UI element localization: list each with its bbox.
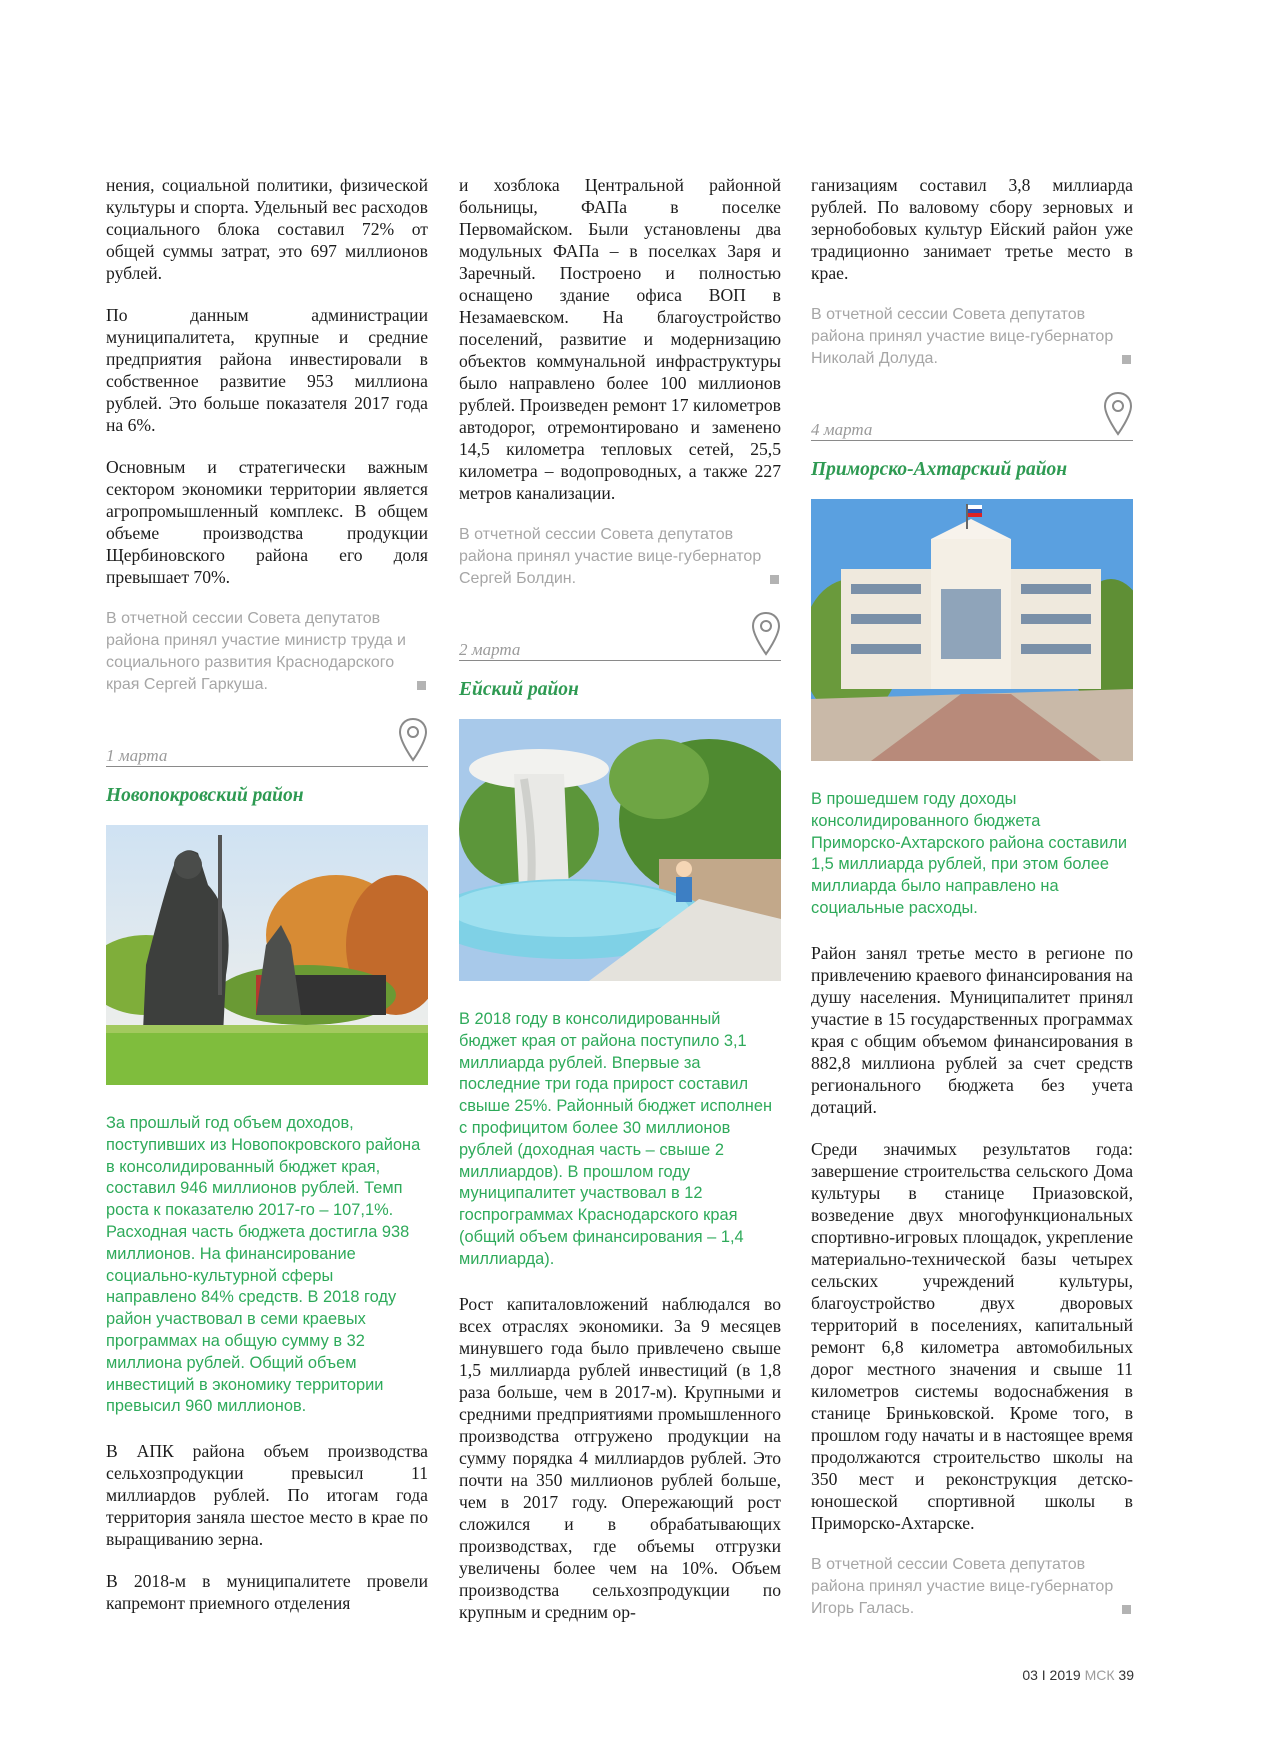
paragraph: ганизациям составил 3,8 миллиарда рублей. По валовому сбору зерновых и зернобобовых культур Ейский район уже традиционно занимает третье место в крае. [811,175,1133,283]
caption-text: В отчетной сессии Совета депутатов района принял участие министр труда и социального развития Краснодарского края Сергей Гаркуша. [106,610,406,693]
column-1 [106,174,428,1634]
location-pin-icon [751,611,781,657]
paragraph: и хозблока Центральной районной больницы, ФАПа в поселке Первомайском. Были установлены два модульных ФАПа – в поселках Заря и Заречный. Построено и полностью оснащено здание офиса ВОП в Незамаевском. На благоустройство поселений, развитие и модернизацию объектов коммунальной инфраструктуры было направлено более 100 миллионов рублей. Произведен ремонт 17 километров автодорог, отремонтировано и заменено 14,5 километра тепловых сетей, 25,5 километра – водопроводных, а также 227 метров канализации. [459,175,781,503]
location-pin-icon [398,717,428,763]
session-caption [811,1554,1133,1620]
district-title: Новопокровский район [106,785,304,806]
magazine-name: МСК [1084,1667,1115,1683]
date-row [811,390,1133,441]
column-2 [459,174,781,1643]
fountain-photo [459,719,781,981]
square-marker-icon [770,575,779,584]
page-number: 39 [1118,1667,1134,1683]
caption-text: В отчетной сессии Совета депутатов района принял участие вице-губернатор Сергей Болдин. [459,526,762,587]
paragraph: По данным администрации муниципалитета, крупные и средние предприятия района инвестировали в собственное развитие 953 миллиона рублей. Это больше показателя 2017 года на 6%. [106,305,428,435]
location-pin-icon [1103,391,1133,437]
square-marker-icon [1122,1605,1131,1614]
caption-text: В отчетной сессии Совета депутатов района принял участие вице-губернатор Николай Долуда. [811,306,1114,367]
administration-building-photo [811,499,1133,761]
district-title: Приморско-Ахтарский район [811,459,1068,480]
session-caption [459,524,781,590]
page-folio [1022,1667,1134,1683]
paragraph: Основным и стратегически важным сектором экономики территории является агропромышленный комплекс. В общем объеме производства продукции Щербиновского района его доля превышает 70%. [106,457,428,587]
district-title: Ейский район [459,679,579,700]
date-row [459,610,781,661]
budget-note: В 2018 году в консолидированный бюджет края от района поступило 3,1 миллиарда рублей. Впервые за последние три года прирост составил свыше 25%. Районный бюджет исполнен с профицитом более 30 миллионов рублей (доходная часть – свыше 2 миллиардов). В прошлом году муниципалитет участвовал в 12 госпрограммах Краснодарского края (общий объем финансирования – 1,4 миллиарда). [459,1010,773,1268]
session-caption [811,304,1133,370]
event-date: 4 марта [811,420,873,439]
issue-number: 03 I 2019 [1022,1667,1081,1683]
paragraph: В АПК района объем производства сельхозпродукции превысил 11 миллиардов рублей. По итогам года территория заняла шестое место в крае по выращиванию зерна. [106,1441,428,1550]
column-3 [811,174,1133,1640]
paragraph: В 2018-м в муниципалитете провели капремонт приемного отделения [106,1571,428,1614]
paragraph: Рост капиталовложений наблюдался во всех отраслях экономики. За 9 месяцев минувшего года было привлечено свыше 1,5 миллиарда рублей инвестиций (в 1,8 раза больше, чем в 2017-м). Крупными и средними предприятиями промышленного производства отгружено продукции на сумму порядка 4 миллиардов рублей. Это почти на 350 миллионов рублей больше, чем в 2017 году. Опережающий рост сложился и в обрабатывающих производствах, где объемы отгрузки увеличены более чем на 10%. Объем производства сельхозпродукции по крупным и средним ор- [459,1293,781,1622]
event-date: 2 марта [459,640,521,659]
event-date: 1 марта [106,746,168,765]
paragraph: Район занял третье место в регионе по привлечению краевого финансирования на душу населения. Муниципалитет принял участие в 15 государственных программах края с общим объемом финансирования в 882,8 миллиона рублей за счет средств регионального бюджета без учета дотаций. [811,942,1133,1117]
square-marker-icon [417,681,426,690]
square-marker-icon [1122,355,1131,364]
session-caption [106,608,428,696]
budget-note: В прошедшем году доходы консолидированного бюджета Приморско-Ахтарского района составили 1,5 миллиарда рублей, при этом более миллиарда было направлено на социальные расходы. [811,790,1128,917]
date-row [106,716,428,767]
monument-photo [106,825,428,1085]
budget-note: За прошлый год объем доходов, поступивших из Новопокровского района в консолидированный бюджет края, составил 946 миллионов рублей. Темп роста к показателю 2017-го – 107,1%. Расходная часть бюджета достигла 938 миллионов. На финансирование социально-культурной сферы направлено 84% средств. В 2018 году район участвовал в семи краевых программах на общую сумму в 32 миллиона рублей. Общий объем инвестиций в экономику территории превысил 960 миллионов. [106,1114,421,1416]
paragraph: нения, социальной политики, физической культуры и спорта. Удельный вес расходов социального блока составил 72% от общей суммы затрат, это 697 миллионов рублей. [106,175,428,283]
paragraph: Среди значимых результатов года: завершение строительства сельского Дома культуры в станице Приазовской, возведение двух многофункциональных спортивно-игровых площадок, укрепление материально-технической базы четырех сельских учреждений культуры, благоустройство двух дворовых территорий в поселениях, капитальный ремонт 6,8 километра автомобильных дорог местного значения и свыше 11 километров системы водоснабжения в станице Бриньковской. Кроме того, в прошлом году начаты и в настоящее время продолжаются строительство школы на 350 мест и реконструкция детско-юношеской спортивной школы в Приморско-Ахтарске. [811,1138,1133,1533]
caption-text: В отчетной сессии Совета депутатов района принял участие вице-губернатор Игорь Галась. [811,1555,1114,1617]
